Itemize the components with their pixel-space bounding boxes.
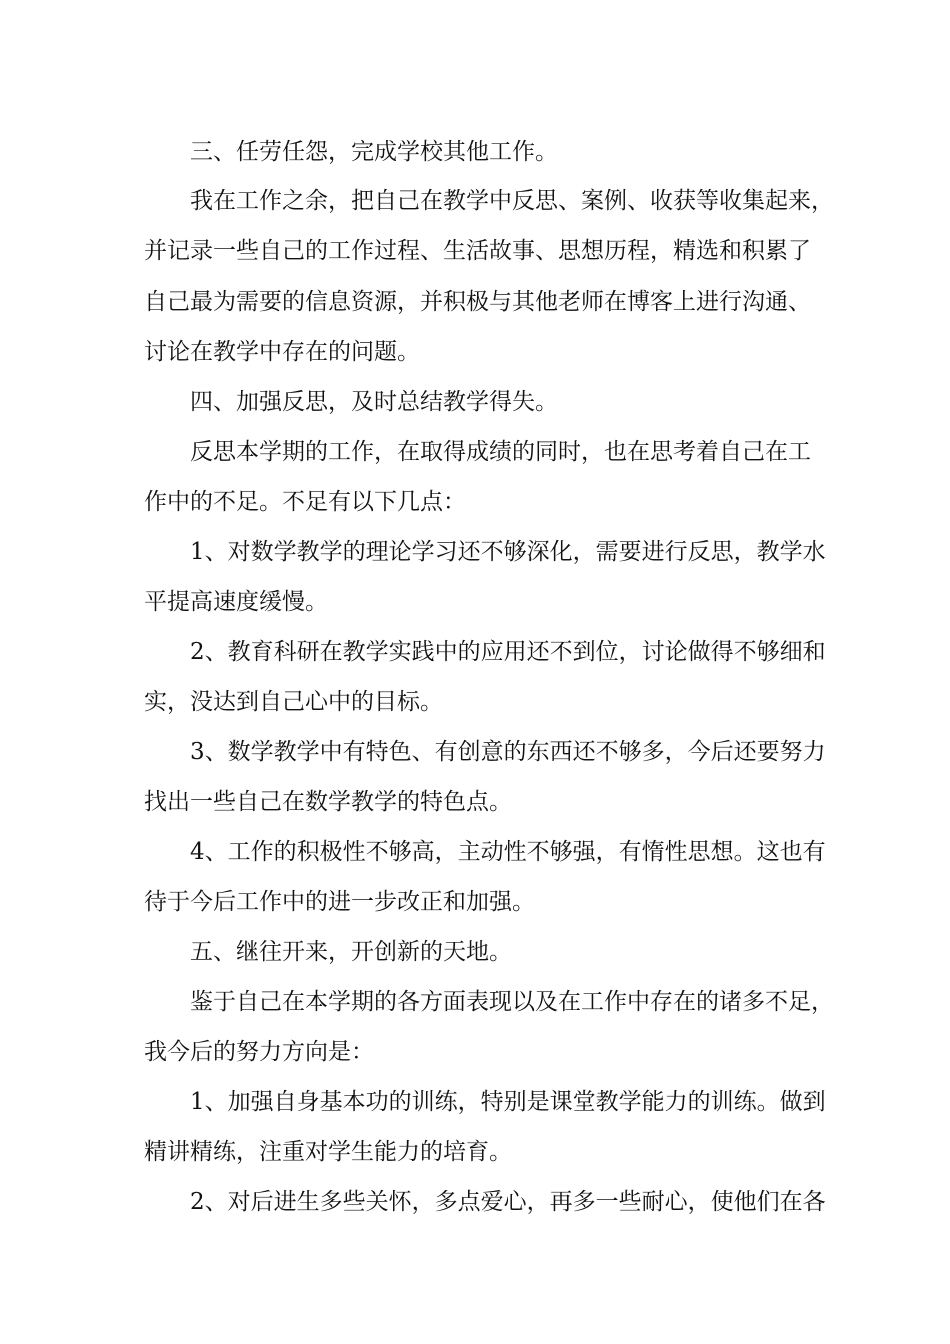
paragraph-line: 反思本学期的工作，在取得成绩的同时，也在思考着自己在工 [190, 439, 811, 465]
paragraph-line: 讨论在教学中存在的问题。 [144, 339, 420, 365]
section-heading-four: 四、加强反思，及时总结教学得失。 [190, 389, 558, 415]
list-item-line: 4、工作的积极性不够高，主动性不够强，有惰性思想。这也有 [190, 839, 826, 865]
paragraph-line: 我在工作之余，把自己在教学中反思、案例、收获等收集起来， [190, 188, 834, 214]
paragraph-line: 并记录一些自己的工作过程、生活故事、思想历程，精选和积累了 [144, 238, 811, 264]
paragraph-line: 我今后的努力方向是： [144, 1039, 374, 1065]
list-item-line: 待于今后工作中的进一步改正和加强。 [144, 889, 535, 915]
list-item-line: 2、教育科研在教学实践中的应用还不到位，讨论做得不够细和 [190, 639, 826, 665]
list-item-line: 1、加强自身基本功的训练，特别是课堂教学能力的训练。做到 [190, 1089, 826, 1115]
list-item-line: 3、数学教学中有特色、有创意的东西还不够多，今后还要努力 [190, 739, 826, 765]
paragraph-line: 作中的不足。不足有以下几点： [144, 489, 466, 515]
list-item-line: 2、对后进生多些关怀，多点爱心，再多一些耐心，使他们在各 [190, 1189, 826, 1215]
paragraph-line: 鉴于自己在本学期的各方面表现以及在工作中存在的诸多不足， [190, 989, 834, 1015]
list-item-line: 1、对数学教学的理论学习还不够深化，需要进行反思，教学水 [190, 539, 826, 565]
section-heading-three: 三、任劳任怨，完成学校其他工作。 [190, 139, 558, 165]
list-item-line: 精讲精练，注重对学生能力的培育。 [144, 1139, 512, 1165]
section-heading-five: 五、继往开来，开创新的天地。 [190, 939, 512, 965]
paragraph-line: 自己最为需要的信息资源，并积极与其他老师在博客上进行沟通、 [144, 289, 811, 315]
list-item-line: 实，没达到自己心中的目标。 [144, 689, 443, 715]
list-item-line: 平提高速度缓慢。 [144, 589, 328, 615]
list-item-line: 找出一些自己在数学教学的特色点。 [144, 789, 512, 815]
